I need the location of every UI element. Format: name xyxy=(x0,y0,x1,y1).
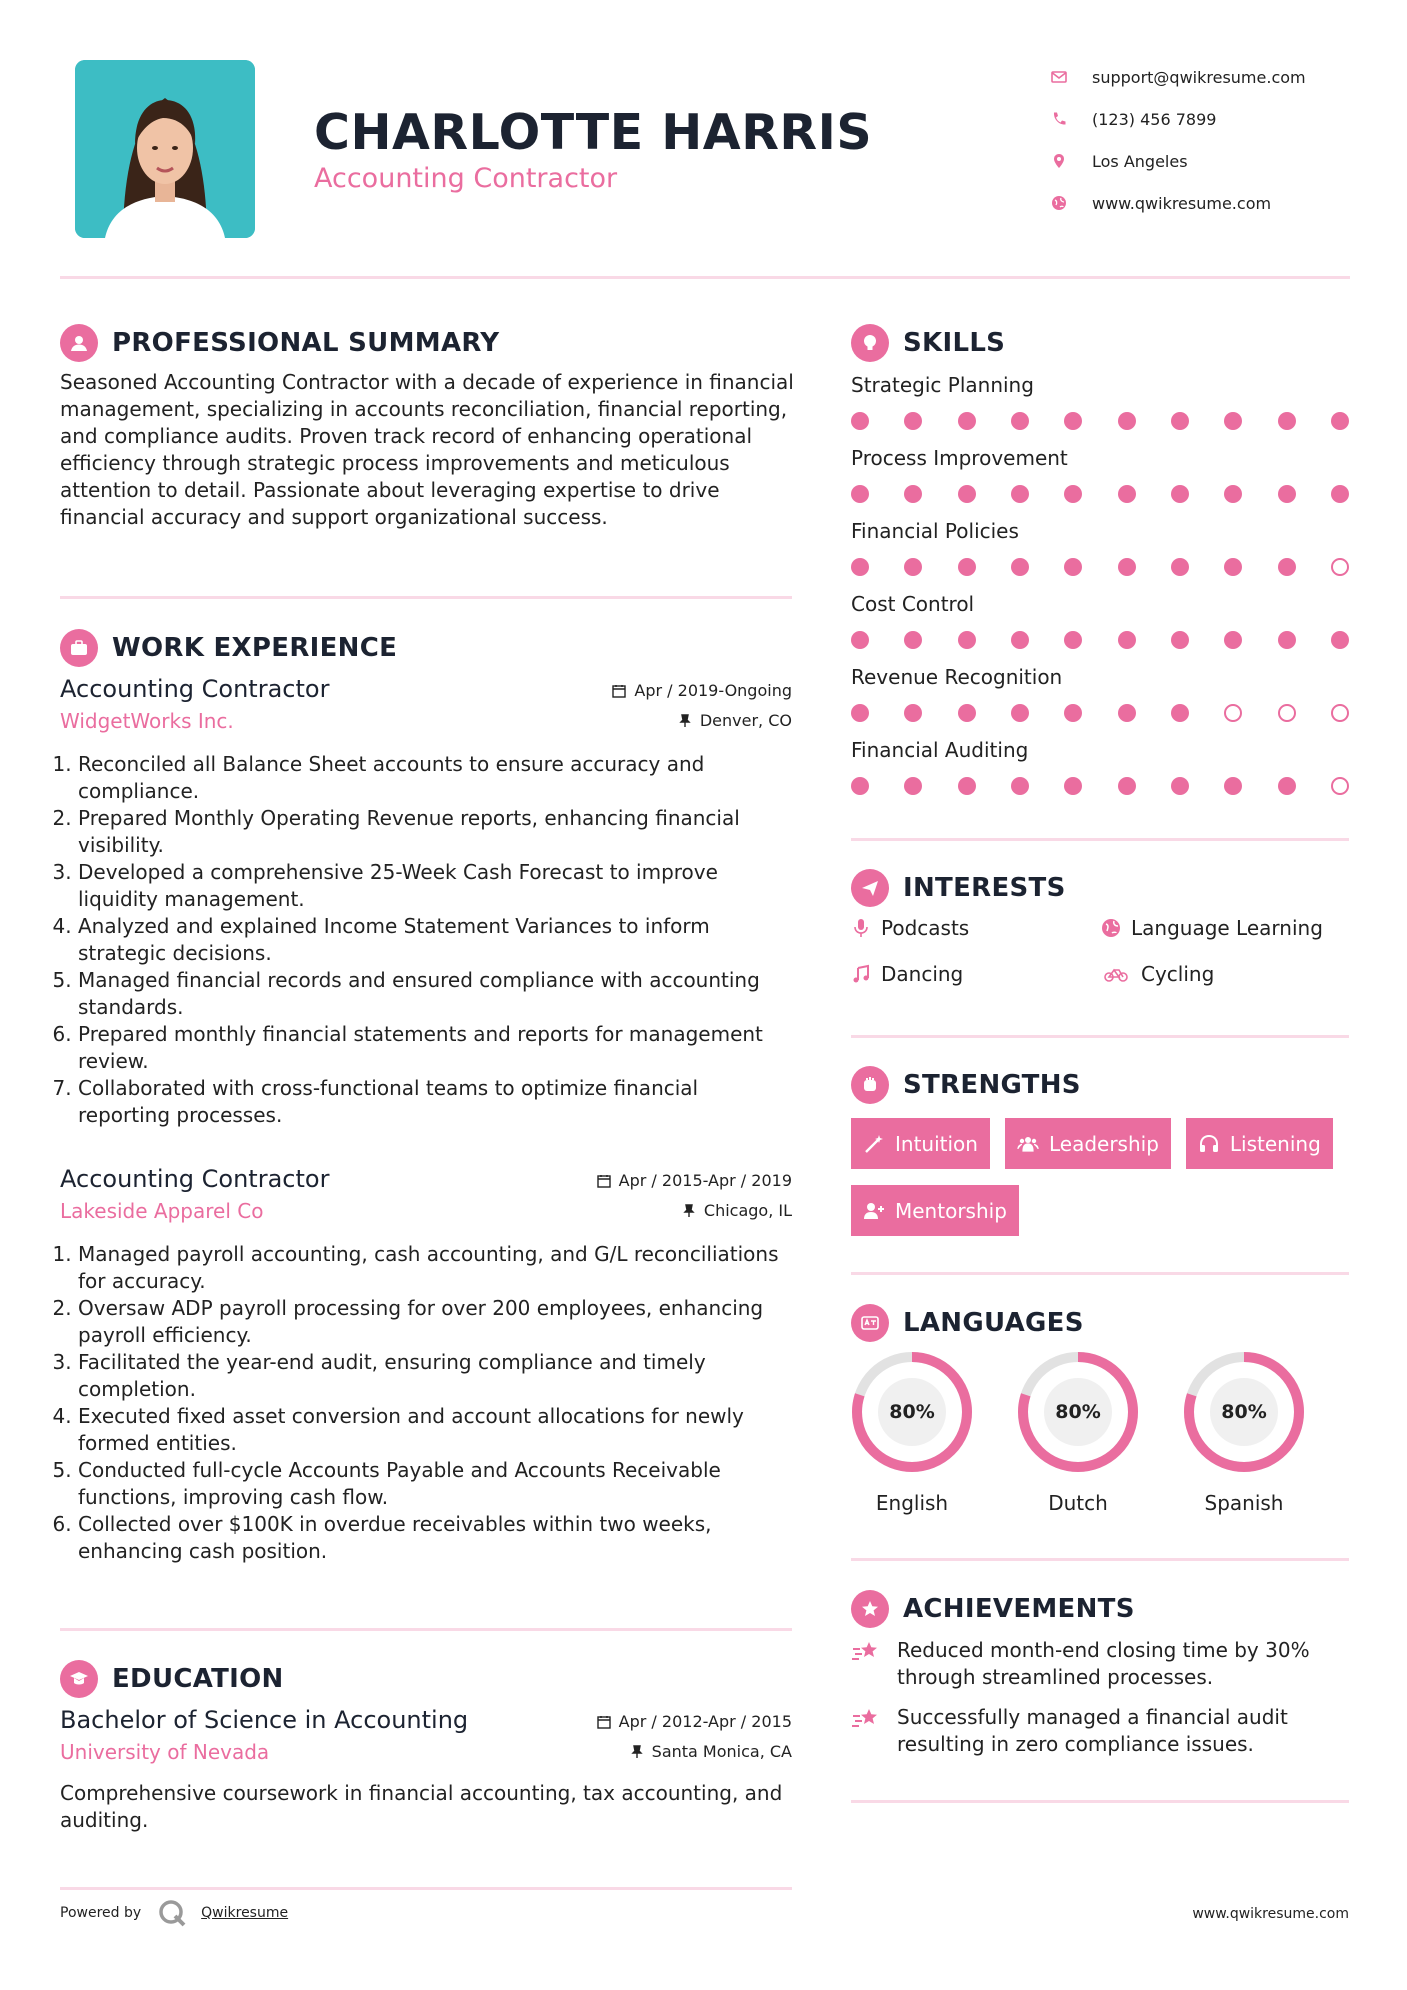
interests-section-header xyxy=(851,869,1066,907)
skill-item xyxy=(851,735,1349,808)
job-bullet: 1. Managed payroll accounting, cash accounting, and G/L reconciliations for accuracy. xyxy=(78,1241,792,1295)
skill-dot-filled xyxy=(1171,704,1189,722)
skill-dot-filled xyxy=(1171,485,1189,503)
star-badge-icon xyxy=(851,1590,889,1628)
skill-dot-filled xyxy=(958,631,976,649)
profile-photo-illustration xyxy=(75,60,255,238)
education-description: Comprehensive coursework in financial accounting, tax accounting, and auditing. xyxy=(60,1781,783,1832)
job-date xyxy=(612,681,792,700)
strength-tag xyxy=(851,1118,990,1169)
strength-label: Intuition xyxy=(895,1131,978,1156)
skill-dot-filled xyxy=(1064,631,1082,649)
skill-item xyxy=(851,516,1349,589)
skill-dot-filled xyxy=(958,412,976,430)
qwikresume-link[interactable]: Qwikresume xyxy=(201,1905,289,1921)
skill-dot-empty xyxy=(1331,777,1349,795)
pushpin-icon xyxy=(678,714,692,728)
job-entry xyxy=(60,1165,792,1565)
strengths-list xyxy=(851,1118,1351,1236)
education-heading: EDUCATION xyxy=(112,1664,284,1694)
user-icon xyxy=(60,324,98,362)
microphone-icon xyxy=(851,918,871,938)
skill-rating xyxy=(851,704,1349,722)
skill-dot-filled xyxy=(1278,412,1296,430)
interest-item xyxy=(851,914,1101,942)
education-section-header xyxy=(60,1660,284,1698)
skill-dot-filled xyxy=(904,558,922,576)
skill-dot-filled xyxy=(904,485,922,503)
summary-divider xyxy=(60,596,792,599)
skill-dot-filled xyxy=(1278,485,1296,503)
contact-email-text: support@qwikresume.com xyxy=(1092,67,1306,87)
skill-rating xyxy=(851,631,1349,649)
candidate-name: CHARLOTTE HARRIS xyxy=(314,104,873,161)
achievements-list xyxy=(851,1637,1351,1771)
job-bullet: 3. Facilitated the year-end audit, ensuring compliance and timely completion. xyxy=(78,1349,792,1403)
interests-heading: INTERESTS xyxy=(903,873,1066,903)
skill-dot-filled xyxy=(904,777,922,795)
achievements-divider xyxy=(851,1800,1349,1803)
language-item xyxy=(1183,1351,1305,1515)
skill-dot-filled xyxy=(1011,485,1029,503)
interest-label: Cycling xyxy=(1141,962,1215,986)
skill-dot-filled xyxy=(851,704,869,722)
skill-dot-filled xyxy=(1011,631,1029,649)
users-icon xyxy=(1017,1133,1039,1155)
skill-dot-filled xyxy=(1224,412,1242,430)
strengths-section-header xyxy=(851,1066,1081,1104)
skill-dot-filled xyxy=(1064,485,1082,503)
skill-dot-filled xyxy=(958,777,976,795)
skills-divider xyxy=(851,838,1349,841)
job-bullet: 5. Conducted full-cycle Accounts Payable and Accounts Receivable functions, improving cash flow. xyxy=(78,1457,792,1511)
job-location-text: Chicago, IL xyxy=(703,1201,792,1220)
job-date-text: Apr / 2019-Ongoing xyxy=(634,681,792,700)
skill-dot-filled xyxy=(1278,631,1296,649)
skill-item xyxy=(851,443,1349,516)
skill-dot-filled xyxy=(1171,558,1189,576)
job-bullet: 2. Oversaw ADP payroll processing for over 200 employees, enhancing payroll efficiency. xyxy=(78,1295,792,1349)
job-bullet: 5. Managed financial records and ensured compliance with accounting standards. xyxy=(78,967,792,1021)
skill-dot-filled xyxy=(1278,777,1296,795)
footer-website[interactable]: www.qwikresume.com xyxy=(1192,1906,1349,1922)
job-location-text: Denver, CO xyxy=(699,711,792,730)
strengths-divider xyxy=(851,1272,1349,1275)
interests-divider xyxy=(851,1035,1349,1038)
language-item xyxy=(851,1351,973,1515)
pushpin-icon xyxy=(630,1745,644,1759)
briefcase-icon xyxy=(60,629,98,667)
headphones-icon xyxy=(1198,1133,1220,1155)
skill-name: Financial Auditing xyxy=(851,738,1029,762)
job-bullet: 4. Analyzed and explained Income Statement Variances to inform strategic decisions. xyxy=(78,913,792,967)
language-card-icon xyxy=(851,1304,889,1342)
skill-item xyxy=(851,589,1349,662)
strength-label: Leadership xyxy=(1048,1131,1159,1156)
language-progress-ring xyxy=(851,1351,973,1473)
achievement-item xyxy=(851,1704,1351,1758)
skill-dot-filled xyxy=(1331,631,1349,649)
pushpin-icon xyxy=(682,1204,696,1218)
job-bullet: 2. Prepared Monthly Operating Revenue reports, enhancing financial visibility. xyxy=(78,805,792,859)
contact-website[interactable] xyxy=(1050,182,1370,224)
candidate-title: Accounting Contractor xyxy=(314,163,618,194)
experience-section-header xyxy=(60,629,397,667)
skills-heading: SKILLS xyxy=(903,328,1006,358)
qwikresume-logo-icon xyxy=(157,1898,187,1928)
job-role: Accounting Contractor xyxy=(60,1165,330,1193)
header-divider xyxy=(60,276,1350,279)
languages-heading: LANGUAGES xyxy=(903,1308,1084,1338)
skill-dot-filled xyxy=(904,412,922,430)
skill-dot-empty xyxy=(1278,704,1296,722)
education-school: University of Nevada xyxy=(60,1740,270,1764)
skill-dot-filled xyxy=(1011,704,1029,722)
skill-dot-empty xyxy=(1331,558,1349,576)
job-bullet: 7. Collaborated with cross-functional teams to optimize financial reporting processes. xyxy=(78,1075,792,1129)
skill-dot-filled xyxy=(1011,777,1029,795)
user-plus-icon xyxy=(863,1200,885,1222)
skill-dot-filled xyxy=(1224,631,1242,649)
skill-dot-filled xyxy=(1331,485,1349,503)
contact-phone-text: (123) 456 7899 xyxy=(1092,109,1217,129)
interest-label: Language Learning xyxy=(1131,916,1323,940)
skill-dot-filled xyxy=(1278,558,1296,576)
skill-rating xyxy=(851,558,1349,576)
skill-dot-filled xyxy=(1118,631,1136,649)
skill-dot-filled xyxy=(958,485,976,503)
job-location xyxy=(678,711,792,730)
contact-list xyxy=(1050,56,1370,224)
contact-email[interactable] xyxy=(1050,56,1370,98)
languages-section-header xyxy=(851,1304,1084,1342)
education-degree: Bachelor of Science in Accounting xyxy=(60,1706,469,1734)
footer-powered-by xyxy=(60,1898,288,1928)
shooting-star-icon xyxy=(851,1639,881,1665)
strengths-heading: STRENGTHS xyxy=(903,1070,1081,1100)
paper-plane-icon xyxy=(851,869,889,907)
phone-icon xyxy=(1050,110,1068,128)
skill-dot-filled xyxy=(1064,704,1082,722)
summary-heading: PROFESSIONAL SUMMARY xyxy=(112,328,500,358)
music-note-icon xyxy=(851,964,871,984)
achievement-text: Successfully managed a financial audit resulting in zero compliance issues. xyxy=(897,1705,1288,1756)
job-bullet: 6. Prepared monthly financial statements and reports for management review. xyxy=(78,1021,792,1075)
location-pin-icon xyxy=(1050,152,1068,170)
skill-item xyxy=(851,370,1349,443)
experience-divider xyxy=(60,1628,792,1631)
job-bullet: 3. Developed a comprehensive 25-Week Cash Forecast to improve liquidity management. xyxy=(78,859,792,913)
job-bullets xyxy=(60,751,792,1129)
language-name: Spanish xyxy=(1204,1491,1284,1515)
skill-dot-filled xyxy=(904,704,922,722)
job-bullet: 6. Collected over $100K in overdue receivables within two weeks, enhancing cash position. xyxy=(78,1511,792,1565)
envelope-icon xyxy=(1050,68,1068,86)
skill-dot-filled xyxy=(1331,412,1349,430)
skill-dot-filled xyxy=(1224,558,1242,576)
skill-name: Revenue Recognition xyxy=(851,665,1063,689)
language-percent: 80% xyxy=(889,1401,935,1423)
skill-dot-empty xyxy=(1331,704,1349,722)
skill-rating xyxy=(851,485,1349,503)
skill-dot-filled xyxy=(904,631,922,649)
interest-item xyxy=(1101,914,1351,942)
job-role: Accounting Contractor xyxy=(60,675,330,703)
languages-divider xyxy=(851,1558,1349,1561)
interest-label: Dancing xyxy=(881,962,964,986)
interests-list xyxy=(851,914,1351,988)
skill-dot-filled xyxy=(958,558,976,576)
interest-item xyxy=(851,960,1101,988)
skill-dot-filled xyxy=(1118,558,1136,576)
job-company: Lakeside Apparel Co xyxy=(60,1199,264,1223)
interest-label: Podcasts xyxy=(881,916,970,940)
skill-dot-filled xyxy=(851,485,869,503)
job-bullet: 4. Executed fixed asset conversion and account allocations for newly formed entities. xyxy=(78,1403,792,1457)
achievement-item xyxy=(851,1637,1351,1691)
education-location xyxy=(630,1742,792,1761)
job-date xyxy=(597,1171,792,1190)
strength-tag xyxy=(851,1185,1019,1236)
calendar-icon xyxy=(597,1174,611,1188)
skill-name: Process Improvement xyxy=(851,446,1068,470)
summary-section-header xyxy=(60,324,499,362)
language-progress-ring xyxy=(1017,1351,1139,1473)
skill-item xyxy=(851,662,1349,735)
job-bullet: 1. Reconciled all Balance Sheet accounts to ensure accuracy and compliance. xyxy=(78,751,792,805)
contact-location xyxy=(1050,140,1370,182)
skill-dot-filled xyxy=(1171,777,1189,795)
language-percent: 80% xyxy=(1221,1401,1267,1423)
skill-dot-filled xyxy=(1118,704,1136,722)
language-percent: 80% xyxy=(1055,1401,1101,1423)
bicycle-icon xyxy=(1101,964,1131,984)
magic-wand-icon xyxy=(863,1133,885,1155)
strength-tag xyxy=(1186,1118,1333,1169)
language-item xyxy=(1017,1351,1139,1515)
skill-dot-filled xyxy=(1171,412,1189,430)
skill-dot-empty xyxy=(1224,704,1242,722)
summary-text: Seasoned Accounting Contractor with a decade of experience in financial management, specializing in accounts reconciliation, financial reporting, and compliance audits. Proven track record of enhancing operational efficiency through strategic process improvements and meticulous attention to detail. Passionate about leveraging expertise to drive financial accuracy and support organizational success. xyxy=(60,370,794,529)
education-date-text: Apr / 2012-Apr / 2015 xyxy=(618,1712,792,1731)
graduate-icon xyxy=(60,1660,98,1698)
skill-dot-filled xyxy=(1064,412,1082,430)
achievement-text: Reduced month-end closing time by 30% through streamlined processes. xyxy=(897,1638,1310,1689)
language-name: Dutch xyxy=(1048,1491,1108,1515)
skill-dot-filled xyxy=(958,704,976,722)
education-entry xyxy=(60,1706,792,1834)
skill-dot-filled xyxy=(1224,485,1242,503)
skill-dot-filled xyxy=(1224,777,1242,795)
skill-dot-filled xyxy=(851,631,869,649)
profile-photo xyxy=(75,60,255,238)
skill-dot-filled xyxy=(851,777,869,795)
strength-tag xyxy=(1005,1118,1171,1169)
education-location-text: Santa Monica, CA xyxy=(651,1742,792,1761)
lightbulb-icon xyxy=(851,324,889,362)
skill-dot-filled xyxy=(1011,558,1029,576)
globe-icon xyxy=(1050,194,1068,212)
skill-dot-filled xyxy=(851,558,869,576)
achievements-section-header xyxy=(851,1590,1135,1628)
contact-website-text: www.qwikresume.com xyxy=(1092,193,1272,213)
interest-item xyxy=(1101,960,1351,988)
job-date-text: Apr / 2015-Apr / 2019 xyxy=(618,1171,792,1190)
job-bullets xyxy=(60,1241,792,1565)
powered-by-label: Powered by xyxy=(60,1905,142,1921)
achievements-heading: ACHIEVEMENTS xyxy=(903,1594,1135,1624)
job-entry xyxy=(60,675,792,1129)
strength-label: Mentorship xyxy=(895,1198,1007,1223)
skill-name: Cost Control xyxy=(851,592,975,616)
skill-dot-filled xyxy=(851,412,869,430)
education-divider xyxy=(60,1887,792,1890)
skill-rating xyxy=(851,412,1349,430)
strength-label: Listening xyxy=(1229,1131,1321,1156)
skill-name: Strategic Planning xyxy=(851,373,1034,397)
contact-location-text: Los Angeles xyxy=(1092,151,1188,171)
job-location xyxy=(682,1201,792,1220)
skill-dot-filled xyxy=(1011,412,1029,430)
skills-section-header xyxy=(851,324,1005,362)
skill-rating xyxy=(851,777,1349,795)
shooting-star-icon xyxy=(851,1706,881,1732)
calendar-icon xyxy=(597,1715,611,1729)
skill-dot-filled xyxy=(1171,631,1189,649)
experience-heading: WORK EXPERIENCE xyxy=(112,633,398,663)
skill-dot-filled xyxy=(1118,777,1136,795)
globe-icon xyxy=(1101,918,1121,938)
skill-dot-filled xyxy=(1064,558,1082,576)
skill-name: Financial Policies xyxy=(851,519,1019,543)
skill-dot-filled xyxy=(1118,412,1136,430)
calendar-icon xyxy=(612,684,626,698)
contact-phone[interactable] xyxy=(1050,98,1370,140)
language-name: English xyxy=(875,1491,949,1515)
language-progress-ring xyxy=(1183,1351,1305,1473)
job-company: WidgetWorks Inc. xyxy=(60,709,234,733)
skill-dot-filled xyxy=(1064,777,1082,795)
education-date xyxy=(597,1712,792,1731)
fist-icon xyxy=(851,1066,889,1104)
skills-list xyxy=(851,370,1349,808)
languages-list xyxy=(851,1351,1305,1515)
skill-dot-filled xyxy=(1118,485,1136,503)
